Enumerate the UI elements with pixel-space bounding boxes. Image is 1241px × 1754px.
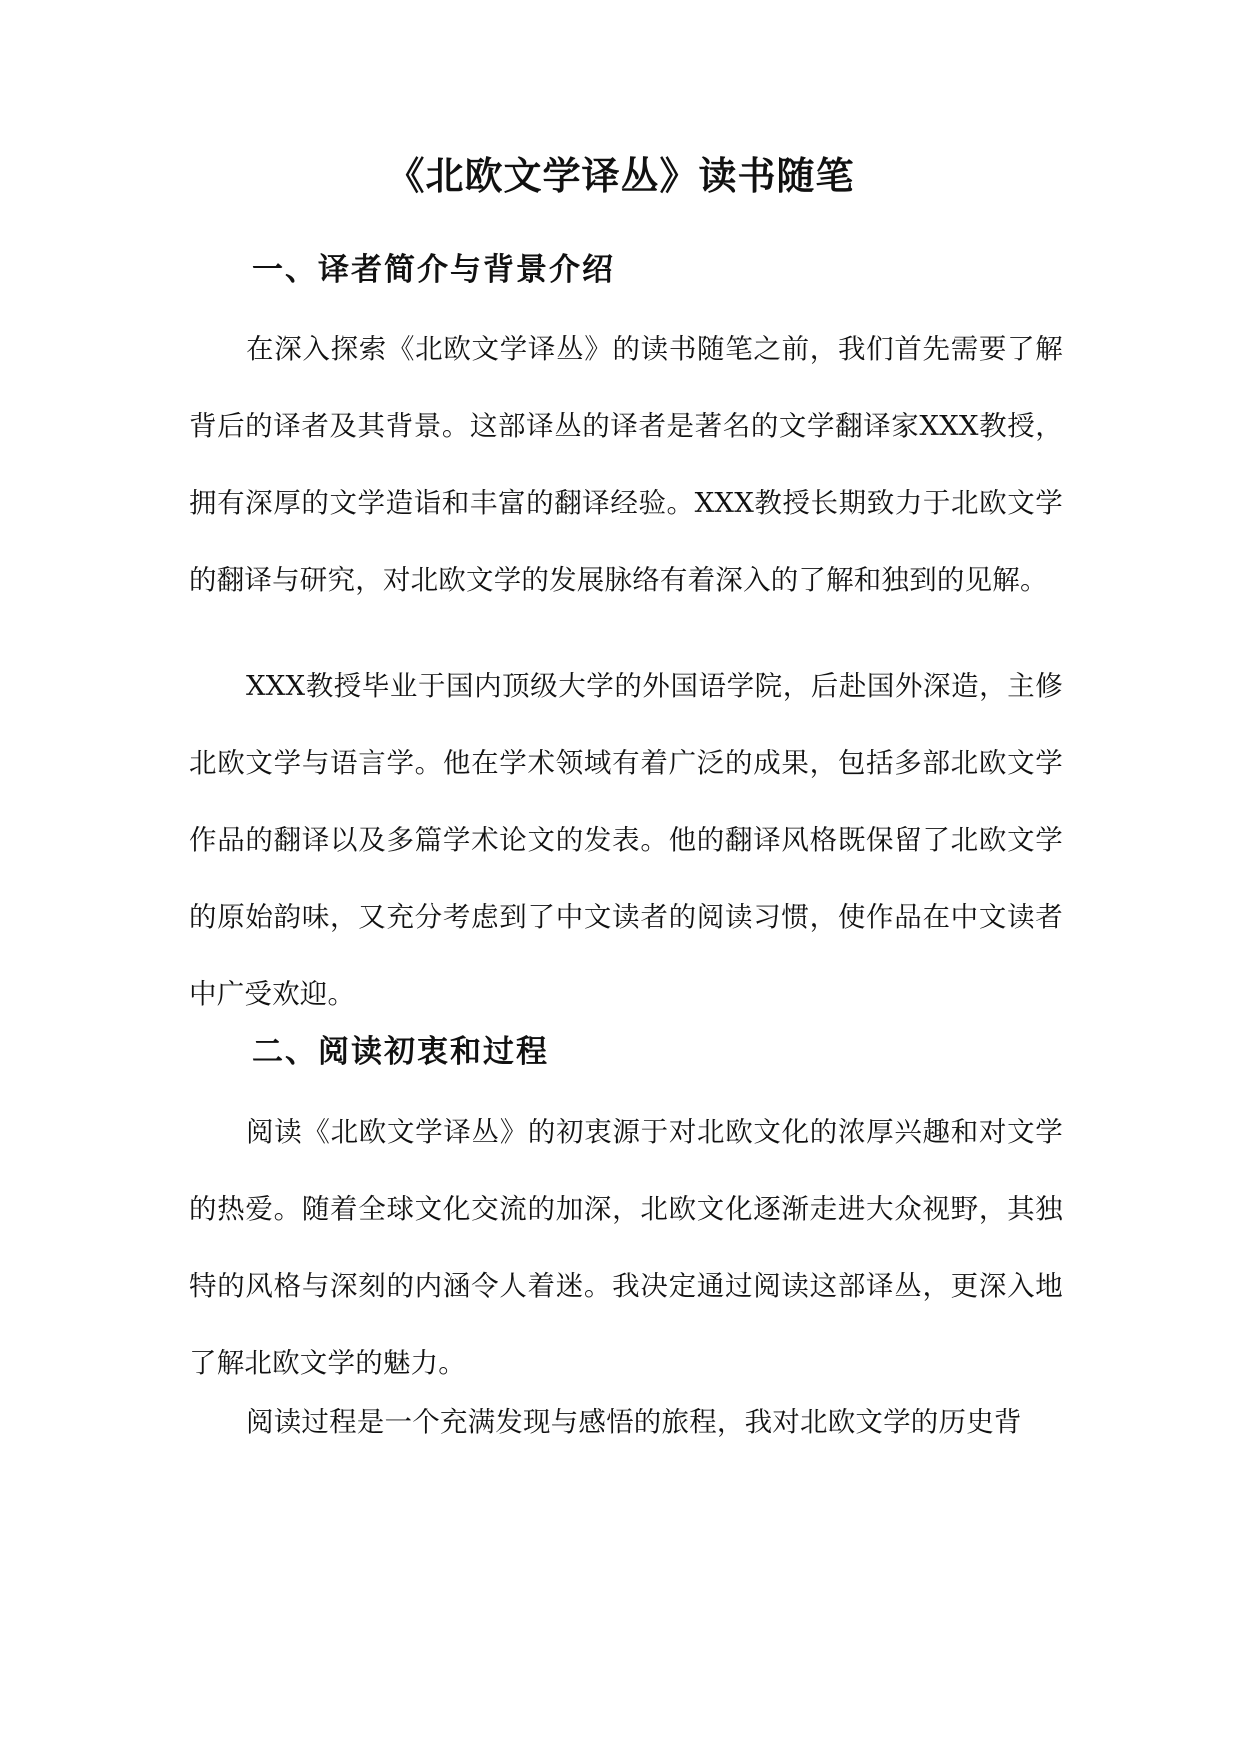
section-heading-reading-motivation: 二、阅读初衷和过程	[252, 1034, 549, 1070]
paragraph-reading-motivation: 阅读《北欧文学译丛》的初衷源于对北欧文化的浓厚兴趣和对文学的热爱。随着全球文化交流的加深，北欧文化逐渐走进大众视野，其独特的风格与深刻的内涵令人着迷。我决定通过阅读这部译丛，更深入地了解北欧文学的魅力。	[189, 1116, 1063, 1379]
paragraph-translator-background: 在深入探索《北欧文学译丛》的读书随笔之前，我们首先需要了解背后的译者及其背景。这部译丛的译者是著名的文学翻译家XXX教授，拥有深厚的文学造诣和丰富的翻译经验。XXX教授长期致力于北欧文学的翻译与研究，对北欧文学的发展脉络有着深入的了解和独到的见解。	[189, 333, 1063, 596]
paragraph-reading-process: 阅读过程是一个充满发现与感悟的旅程，我对北欧文学的历史背	[246, 1406, 1022, 1438]
section-heading-translator-intro: 一、译者简介与背景介绍	[252, 252, 615, 288]
document-title: 《北欧文学译丛》读书随笔	[386, 153, 855, 198]
paragraph-translator-education: XXX教授毕业于国内顶级大学的外国语学院，后赴国外深造，主修北欧文学与语言学。他在学术领域有着广泛的成果，包括多部北欧文学作品的翻译以及多篇学术论文的发表。他的翻译风格既保留了北欧文学的原始韵味，又充分考虑到了中文读者的阅读习惯，使作品在中文读者中广受欢迎。	[189, 670, 1063, 1010]
